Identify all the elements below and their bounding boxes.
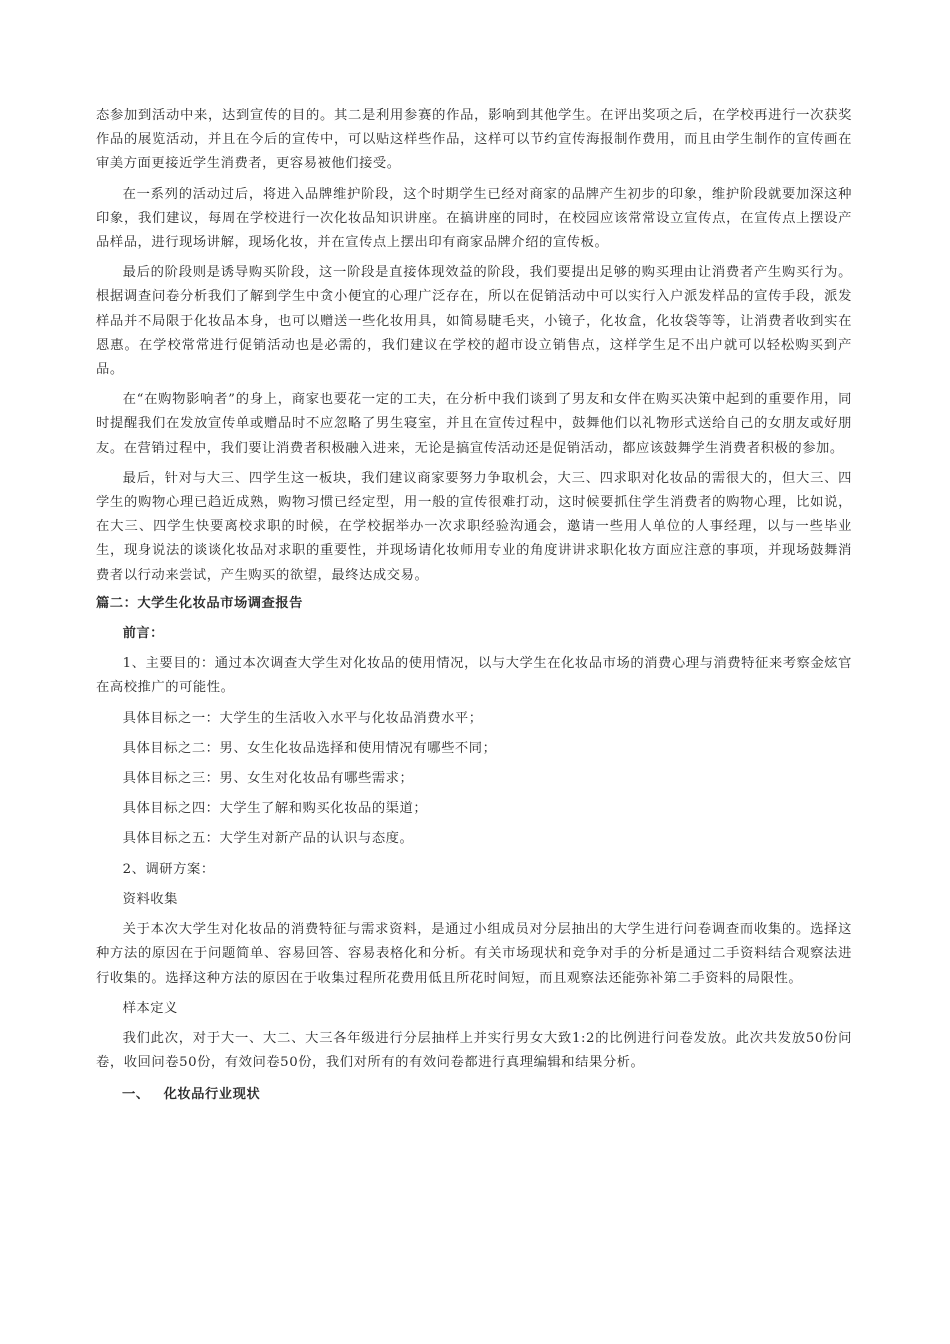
goal-item: 具体目标之三：男、女生对化妆品有哪些需求；	[122, 771, 414, 787]
section-title: 化妆品行业现状	[163, 1087, 261, 1103]
sample-paragraph: 我们此次，对于大一、大二、大三各年级进行分层抽样上并实行男女大致1:2的比例进行问卷发放。此次共发放50份问卷，收回问卷50份，有效问卷50份，我们对所有的有效问卷都进行真理编辑和结果分析。	[96, 1030, 852, 1071]
goal-item: 具体目标之二：男、女生化妆品选择和使用情况有哪些不同；	[122, 740, 497, 756]
paragraph-brand-maintenance: 在一系列的活动过后，将进入品牌维护阶段，这个时期学生已经对商家的品牌产生初步的印象，维护阶段就要加深这种印象，我们建议，每周在学校进行一次化妆品知识讲座。在搞讲座的同时，在校园应该常常设立宣传点，在宣传点上摆设产品样品，进行现场讲解，现场化妆，并在宣传点上摆出印有商家品牌介绍的宣传板。	[96, 186, 852, 251]
paragraph-continuation: 态参加到活动中来，达到宣传的目的。其二是利用参赛的作品，影响到其他学生。在评出奖项之后，在学校再进行一次获奖作品的展览活动，并且在今后的宣传中，可以贴这样些作品，这样可以节约宣传海报制作费用，而且由学生制作的宣传画在审美方面更接近学生消费者，更容易被他们接受。	[96, 108, 852, 172]
sample-heading: 样本定义	[122, 1000, 178, 1016]
goal-item: 具体目标之四：大学生了解和购买化妆品的渠道；	[122, 801, 428, 817]
data-collection-paragraph: 关于本次大学生对化妆品的消费特征与需求资料，是通过小组成员对分层抽出的大学生进行问卷调查而收集的。选择这种方法的原因在于问题简单、容易回答、容易表格化和分析。有关市场现状和竞争对手的分析是通过二手资料结合观察法进行收集的。选择这种方法的原因在于收集过程所花费用低且所花时间短，而且观察法还能弥补第二手资料的局限性。	[96, 922, 852, 986]
paragraph-purchase-stage: 最后的阶段则是诱导购买阶段，这一阶段是直接体现效益的阶段，我们要提出足够的购买理由让消费者产生购买行为。根据调查问卷分析我们了解到学生中贪小便宜的心理广泛存在，所以在促销活动中可以实行入户派发样品的宣传手段，派发样品并不局限于化妆品本身，也可以赠送一些化妆用具，如简易睫毛夹，小镜子，化妆盒，化妆袋等等，让消费者收到实在恩惠。在学校常常进行促销活动也是必需的，我们建议在学校的超市设立销售点，这样学生足不出户就可以轻松购买到产品。	[96, 265, 852, 378]
section-number: 一、	[122, 1087, 150, 1103]
goal-item: 具体目标之一：大学生的生活收入水平与化妆品消费水平；	[122, 710, 483, 726]
article-title: 篇二：大学生化妆品市场调查报告	[96, 595, 303, 611]
paragraph-influencers: 在“在购物影响者”的身上，商家也要花一定的工夫，在分析中我们谈到了男友和女伴在购买决策中起到的重要作用，同时提醒我们在发放宣传单或赠品时不应忽略了男生寝室，并且在宣传过程中，鼓舞他们以礼物形式送给自己的女朋友或好朋友。在营销过程中，我们要让消费者积极融入进来，无论是搞宣传活动还是促销活动，都应该鼓舞学生消费者积极的参加。	[96, 392, 852, 456]
preface-heading: 前言：	[122, 626, 164, 642]
plan-heading: 2、调研方案：	[122, 861, 215, 877]
paragraph-senior-students: 最后，针对与大三、四学生这一板块，我们建议商家要努力争取机会，大三、四求职对化妆品的需很大的，但大三、四学生的购物心理已趋近成熟，购物习惯已经定型，用一般的宣传很难打动，这时候要抓住学生消费者的购物心理，比如说，在大三、四学生快要离校求职的时候，在学校据举办一次求职经验沟通会，邀请一些用人单位的人事经理，以与一些毕业生，现身说法的谈谈化妆品对求职的重要性，并现场请化妆师用专业的角度讲讲求职化妆方面应注意的事项，并现场鼓舞消费者以行动来尝试，产生购买的欲望，最终达成交易。	[96, 470, 852, 583]
purpose-paragraph: 1、主要目的：通过本次调查大学生对化妆品的使用情况，以与大学生在化妆品市场的消费心理与消费特征来考察金炫官在高校推广的可能性。	[96, 656, 852, 696]
document-page	[96, 104, 852, 1108]
data-collection-heading: 资料收集	[122, 891, 178, 907]
goal-item: 具体目标之五：大学生对新产品的认识与态度。	[122, 831, 414, 847]
section-heading	[96, 1083, 852, 1107]
